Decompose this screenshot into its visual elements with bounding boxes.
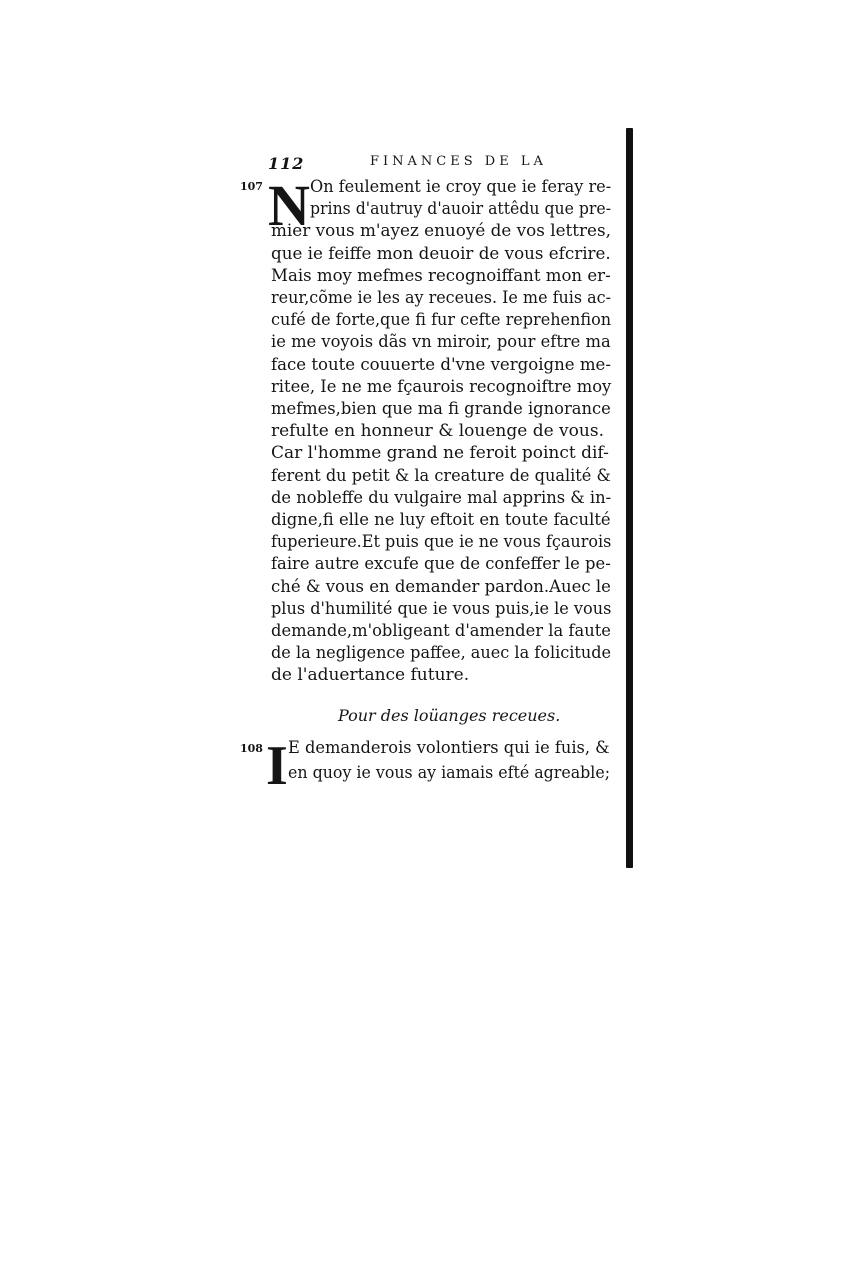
- text-line: ché & vous en demander pardon.Auec le: [271, 576, 611, 597]
- text-line: On feulement ie croy que ie feray re-: [310, 177, 612, 197]
- drop-cap-i: I: [266, 735, 288, 797]
- text-line: de l'aduertance future.: [271, 665, 470, 686]
- text-line: en quoy ie vous ay iamais efté agreable;: [288, 763, 611, 783]
- text-line: cufé de forte,que fi fur cefte reprehenfion: [271, 310, 612, 331]
- text-line: fuperieure.Et puis que ie ne vous fçaurois: [271, 532, 612, 553]
- text-line: prins d'autruy d'auoir attêdu que pre-: [310, 199, 612, 220]
- text-line: ritee, Ie ne me fçaurois recognoiftre moy: [271, 376, 612, 397]
- margin-number-letter-2: 108: [240, 742, 263, 755]
- text-line: de nobleffe du vulgaire mal apprins & in-: [271, 487, 612, 508]
- page-number: 112: [268, 154, 305, 173]
- text-line: mefmes,bien que ma fi grande ignorance: [271, 399, 611, 419]
- text-line: face toute couuerte d'vne vergoigne me-: [271, 354, 611, 375]
- section-heading: Pour des loüanges receues.: [338, 706, 561, 725]
- text-line: que ie feiffe mon deuoir de vous efcrire.: [271, 243, 611, 264]
- binding-edge: [626, 128, 633, 868]
- text-line: demande,m'obligeant d'amender la faute: [271, 621, 611, 641]
- text-line: refulte en honneur & louenge de vous.: [271, 421, 604, 442]
- text-line: plus d'humilité que ie vous puis,ie le vous: [271, 598, 612, 619]
- text-line: digne,fi elle ne luy eftoit en toute faculté: [271, 510, 611, 530]
- text-line: Mais moy mefmes recognoiffant mon er-: [271, 265, 611, 286]
- text-line: Car l'homme grand ne feroit poinct dif-: [271, 443, 609, 464]
- text-line: E demanderois volontiers qui ie fuis, &: [288, 738, 610, 758]
- running-title: FINANCES DE LA: [370, 154, 547, 169]
- drop-cap-n: N: [268, 173, 310, 238]
- text-line: ferent du petit & la creature de qualité &: [271, 465, 611, 486]
- text-line: ie me voyois dãs vn miroir, pour eftre ma: [271, 332, 611, 353]
- margin-number-letter-1: 107: [240, 180, 263, 193]
- text-line: faire autre excufe que de confeffer le pe-: [271, 554, 611, 575]
- text-line: de la negligence paffee, auec la folicitude: [271, 643, 612, 664]
- text-line: mier vous m'ayez enuoyé de vos lettres,: [271, 221, 611, 242]
- text-line: reur,cõme ie les ay receues. Ie me fuis ac-: [271, 288, 612, 308]
